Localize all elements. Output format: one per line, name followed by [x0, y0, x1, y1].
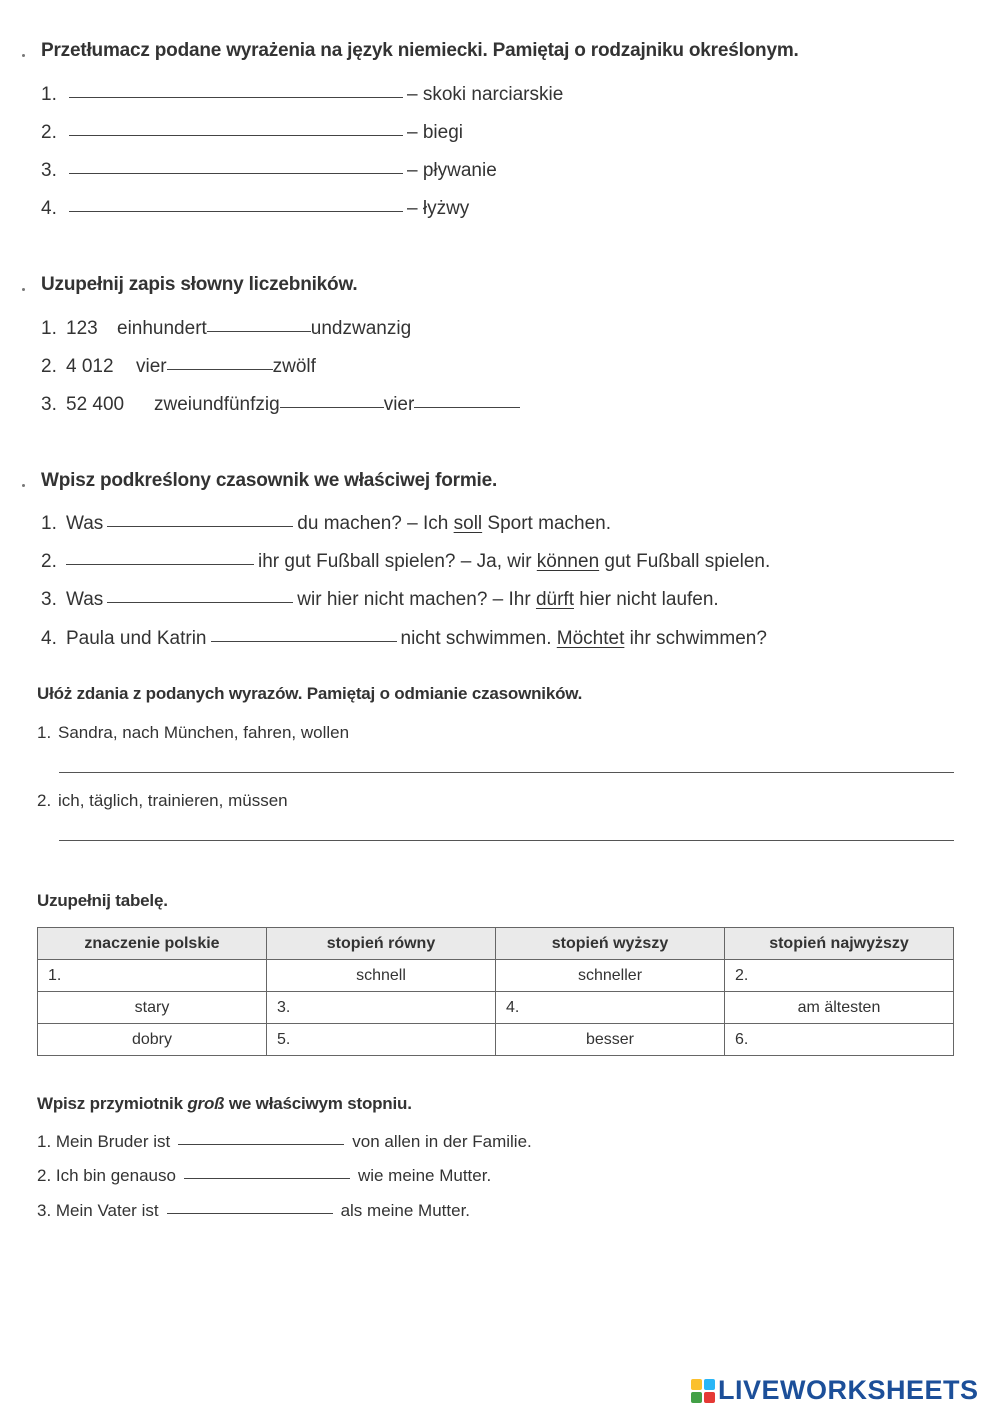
logo-squares-icon [691, 1379, 715, 1403]
word-part: zweiundfünfzig [154, 394, 280, 415]
item-number: 1. [37, 723, 52, 742]
item-text: Sandra, nach München, fahren, wollen [58, 723, 350, 742]
answer-blank[interactable] [69, 96, 403, 98]
bullet-icon [22, 484, 25, 487]
column-header: stopień wyższy [496, 928, 725, 960]
answer-blank[interactable] [207, 330, 311, 332]
list-item [41, 198, 469, 220]
answer-blank[interactable] [280, 406, 384, 408]
item-number: 4. [41, 198, 57, 219]
answer-line[interactable] [59, 772, 954, 773]
underlined-verb: soll [453, 513, 483, 534]
word-part: vier [383, 394, 415, 415]
item-text: ich, täglich, trainieren, müssen [58, 791, 288, 810]
answer-blank[interactable] [167, 1212, 333, 1214]
column-header: znaczenie polskie [38, 928, 267, 960]
item-text: als meine Mutter. [340, 1201, 471, 1220]
table-cell: besser [496, 1024, 725, 1056]
section4-heading: Ułóż zdania z podanych wyrazów. Pamiętaj o odmianie czasowników. [37, 684, 583, 703]
heading-text: we właściwym stopniu. [228, 1094, 412, 1113]
item-text: gut Fußball spielen. [604, 551, 771, 572]
answer-blank[interactable] [107, 525, 293, 527]
answer-blank[interactable] [69, 134, 403, 136]
item-number: 2. [41, 356, 57, 377]
item-text: 3. Mein Vater ist [37, 1201, 159, 1220]
list-item [41, 551, 770, 573]
answer-blank[interactable] [167, 368, 273, 370]
list-item [37, 791, 288, 811]
item-number: 3. [41, 589, 57, 610]
answer-blank[interactable] [69, 210, 403, 212]
item-text: hier nicht laufen. [579, 589, 719, 610]
item-text: ihr schwimmen? [629, 628, 767, 649]
table-cell: dobry [38, 1024, 267, 1056]
list-item [37, 1132, 532, 1152]
table-cell: schneller [496, 960, 725, 992]
table-cell: am ältesten [725, 992, 954, 1024]
table-cell[interactable]: 5. [267, 1024, 496, 1056]
bullet-icon [22, 288, 25, 291]
item-text: 1. Mein Bruder ist [37, 1132, 171, 1151]
item-text: nicht schwimmen. [400, 628, 552, 649]
table-row [38, 960, 954, 992]
list-item [41, 84, 563, 106]
item-text: wie meine Mutter. [357, 1166, 492, 1185]
answer-blank[interactable] [178, 1143, 344, 1145]
section3-heading: Wpisz podkreślony czasownik we właściwej formie. [41, 470, 498, 491]
item-number: 4. [41, 628, 57, 649]
table-cell[interactable]: 2. [725, 960, 954, 992]
word-part: zwölf [272, 356, 316, 377]
section2-heading: Uzupełnij zapis słowny liczebników. [41, 274, 358, 295]
list-item [41, 122, 463, 144]
item-number: 1. [41, 318, 57, 339]
word-part: vier [136, 356, 167, 377]
item-text: – biegi [407, 122, 463, 143]
table-header-row [38, 928, 954, 960]
item-text: – pływanie [407, 160, 497, 181]
list-item [37, 1166, 491, 1186]
list-item [41, 589, 719, 611]
answer-blank[interactable] [69, 172, 403, 174]
section5-heading: Uzupełnij tabelę. [37, 891, 168, 910]
table-cell: stary [38, 992, 267, 1024]
column-header: stopień najwyższy [725, 928, 954, 960]
item-number: 2. [41, 551, 57, 572]
item-number: 1. [41, 84, 57, 105]
item-number: 1. [41, 513, 57, 534]
logo-text: LIVEWORKSHEETS [718, 1375, 979, 1405]
numeral: 123 [66, 318, 98, 339]
table-cell[interactable]: 4. [496, 992, 725, 1024]
liveworksheets-logo[interactable] [691, 1375, 979, 1406]
list-item [41, 628, 767, 650]
list-item [41, 356, 316, 378]
heading-text: Wpisz przymiotnik [37, 1094, 183, 1113]
table-row [38, 992, 954, 1024]
item-text: ihr gut Fußball spielen? – Ja, wir [258, 551, 532, 572]
item-text: 2. Ich bin genauso [37, 1166, 176, 1185]
column-header: stopień równy [267, 928, 496, 960]
item-number: 3. [41, 394, 57, 415]
table-cell[interactable]: 1. [38, 960, 267, 992]
bullet-icon [22, 54, 25, 57]
list-item [41, 513, 611, 535]
answer-line[interactable] [59, 840, 954, 841]
item-text: du machen? – Ich [297, 513, 449, 534]
item-number: 3. [41, 160, 57, 181]
list-item [37, 1201, 470, 1221]
section6-heading [37, 1094, 412, 1114]
answer-blank[interactable] [211, 640, 397, 642]
list-item [41, 394, 520, 416]
item-text: – skoki narciarskie [407, 84, 564, 105]
table-row [38, 1024, 954, 1056]
word-part: einhundert [117, 318, 207, 339]
item-text: Paula und Katrin [66, 628, 207, 649]
underlined-verb: Möchtet [556, 628, 625, 649]
item-text: Was [66, 589, 104, 610]
list-item [41, 160, 497, 182]
table-cell[interactable]: 3. [267, 992, 496, 1024]
item-text: Was [66, 513, 104, 534]
answer-blank[interactable] [414, 406, 520, 408]
answer-blank[interactable] [107, 601, 293, 603]
word-part: undzwanzig [310, 318, 412, 339]
numeral: 4 012 [66, 356, 114, 377]
numeral: 52 400 [66, 394, 125, 415]
underlined-verb: können [536, 551, 600, 572]
item-number: 2. [37, 791, 52, 810]
section1-heading: Przetłumacz podane wyrażenia na język niemiecki. Pamiętaj o rodzajniku określonym. [41, 40, 799, 61]
item-text: wir hier nicht machen? – Ihr [297, 589, 531, 610]
item-text: von allen in der Familie. [352, 1132, 532, 1151]
table-cell[interactable]: 6. [725, 1024, 954, 1056]
item-text: – łyżwy [407, 198, 470, 219]
underlined-verb: dürft [535, 589, 574, 610]
list-item [41, 318, 411, 340]
answer-blank[interactable] [184, 1177, 350, 1179]
answer-blank[interactable] [66, 563, 254, 565]
item-text: Sport machen. [487, 513, 611, 534]
list-item [37, 723, 349, 743]
heading-word: groß [187, 1094, 225, 1113]
table-cell: schnell [267, 960, 496, 992]
comparison-table [37, 927, 954, 1056]
item-number: 2. [41, 122, 57, 143]
